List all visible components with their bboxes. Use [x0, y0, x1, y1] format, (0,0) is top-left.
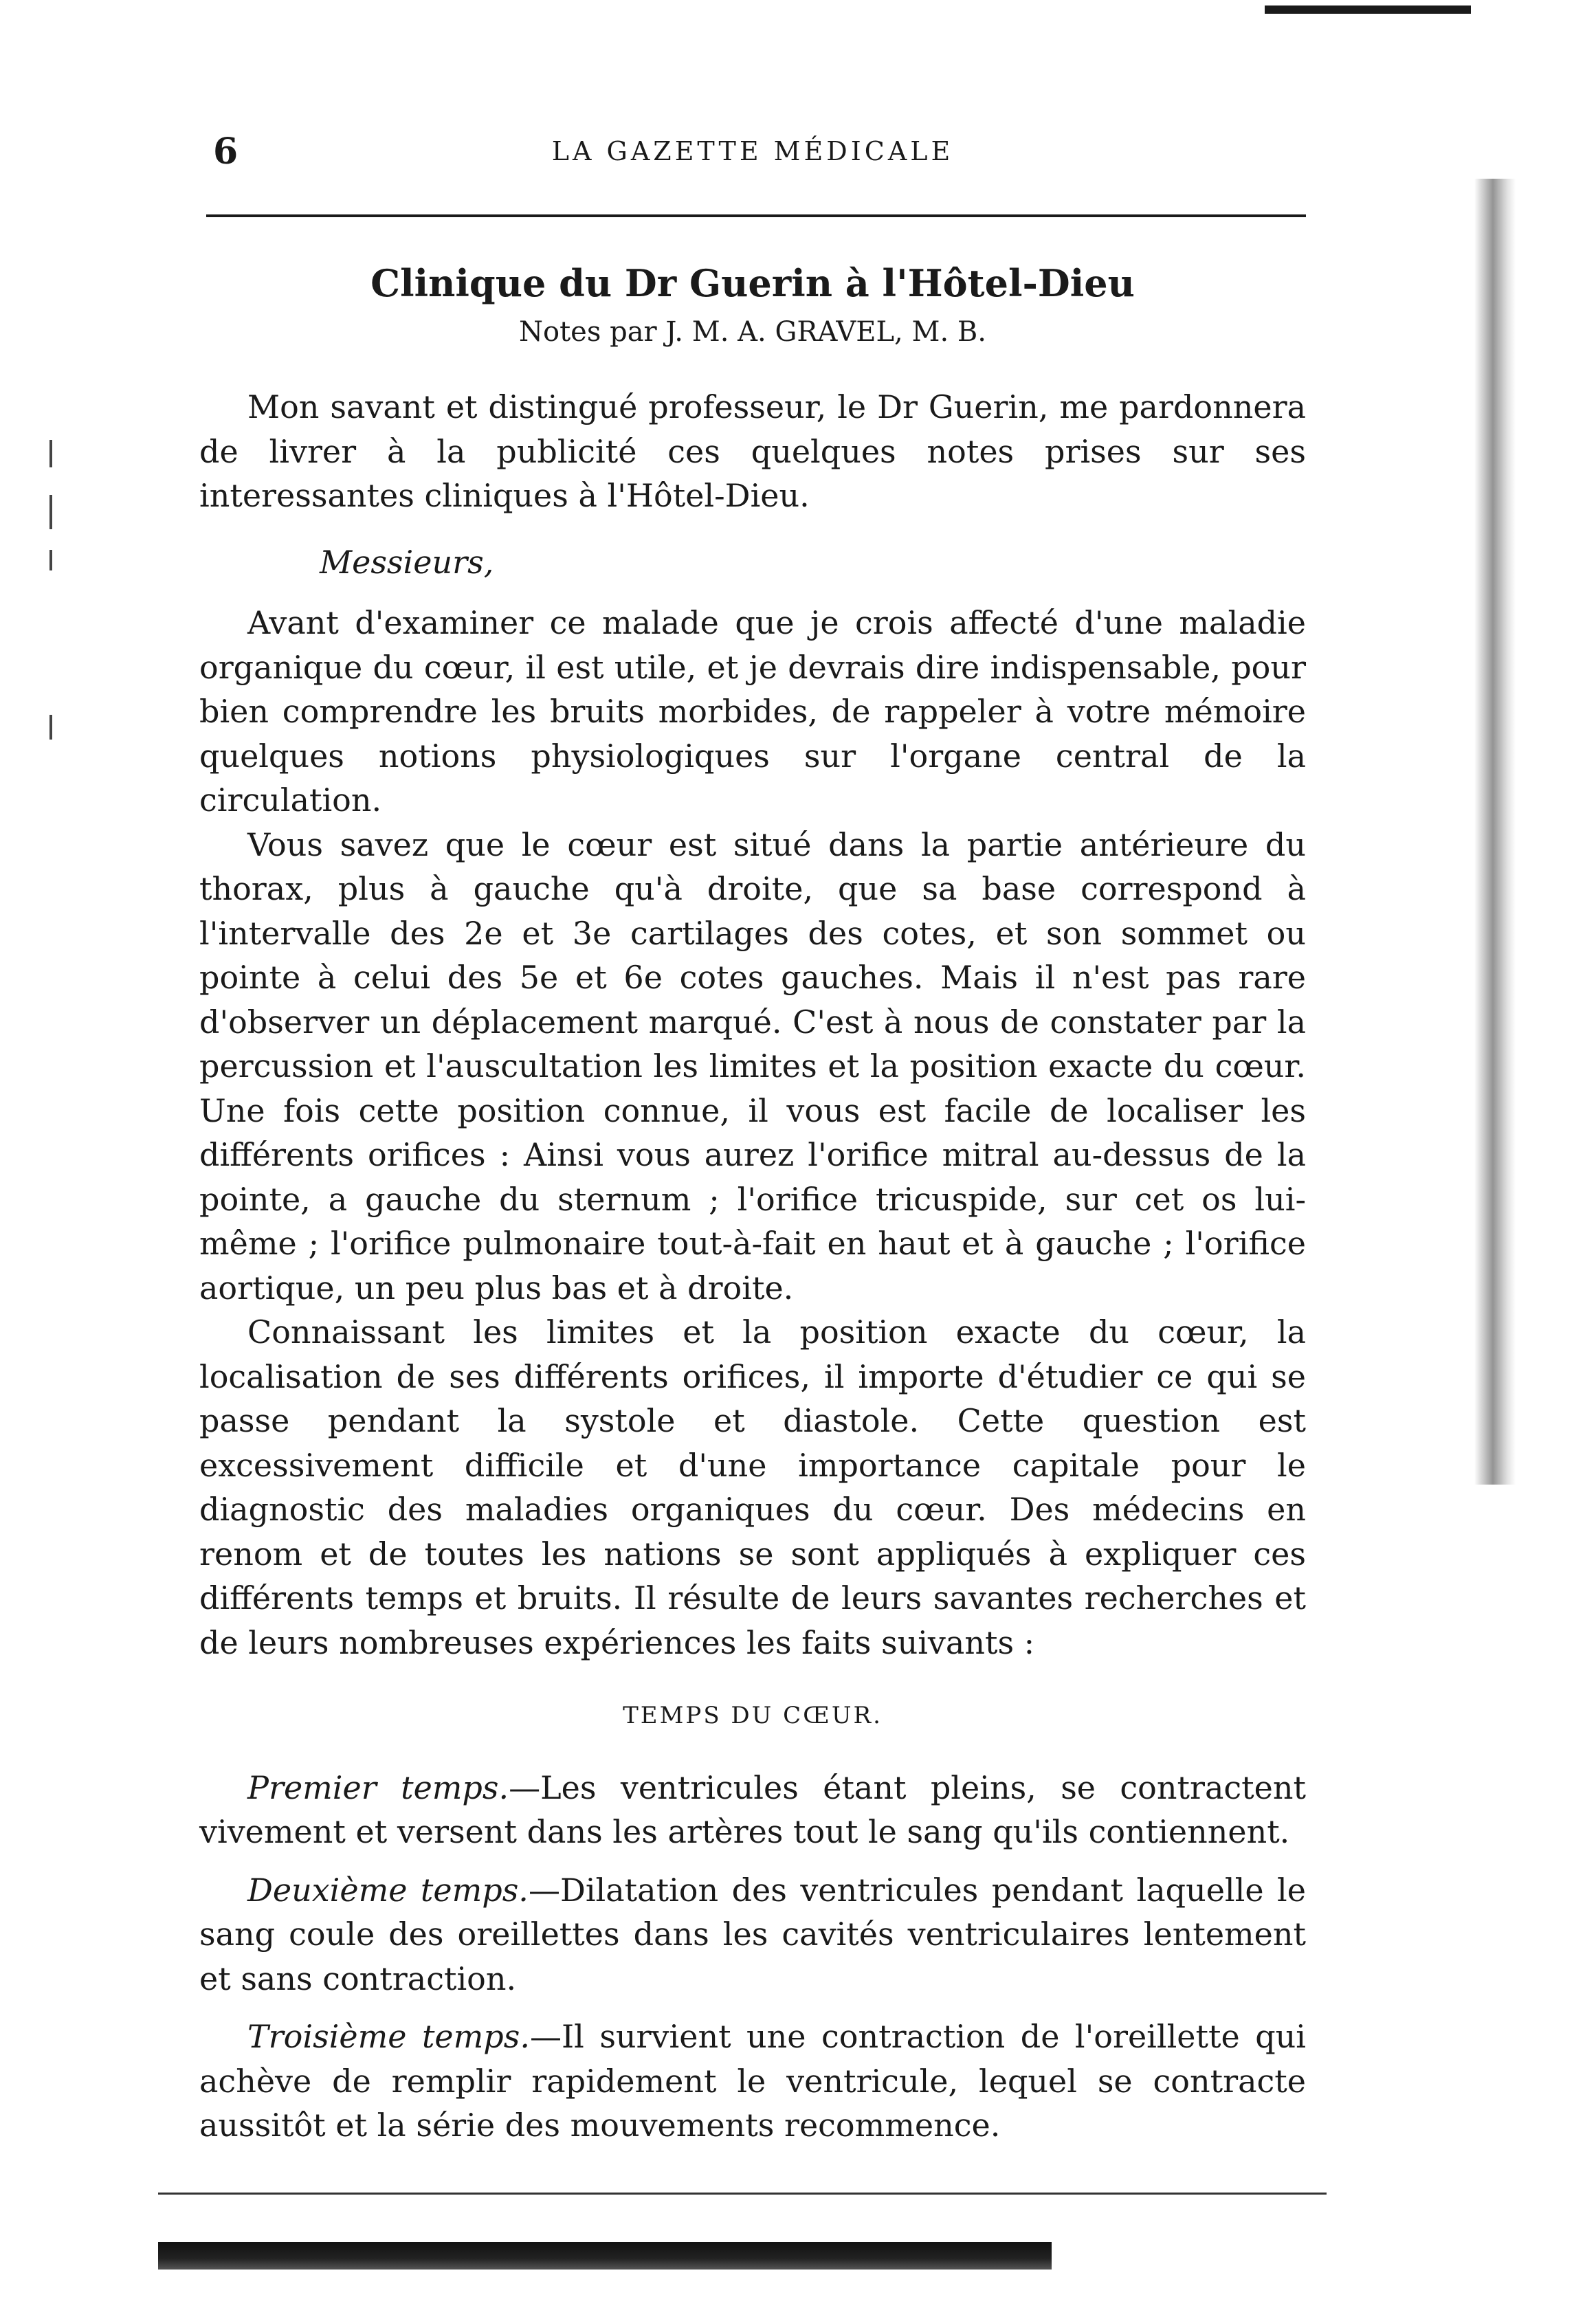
article-body — [199, 385, 1306, 2148]
page-number: 6 — [213, 131, 239, 173]
temps-label: Premier temps. — [247, 1768, 509, 1806]
journal-name: LA GAZETTE MÉDICALE — [551, 136, 954, 166]
article-byline: Notes par J. M. A. GRAVEL, M. B. — [519, 316, 986, 348]
margin-mark — [49, 495, 52, 529]
temps-paragraph — [199, 2015, 1306, 2148]
body-paragraph: Vous savez que le cœur est situé dans la partie antérieure du thorax, plus à gauche qu'à droite, que sa base correspond à l'intervalle des 2e et 3e cartilages des cotes, et son sommet ou pointe à celui des 5e et 6e cotes gauches. Mais il n'est pas rare d'observer un déplacement marqué. C'est à nous de constater par la percussion et l'auscultation les limites et la position exacte du cœur. Une fois cette position connue, il vous est facile de localiser les différents orifices : Ainsi vous aurez l'orifice mitral au-dessus de la pointe, a gauche du sternum ; l'orifice tricuspide, sur cet os lui-même ; l'orifice pulmonaire tout-à-fait en haut et à gauche ; l'orifice aortique, un peu plus bas et à droite. — [199, 825, 1306, 1307]
intro-paragraph: Mon savant et distingué professeur, le Dr Guerin, me pardonnera de livrer à la publicité ces quelques notes prises sur ses interessantes cliniques à l'Hôtel-Dieu. — [199, 388, 1306, 514]
running-head — [199, 131, 1306, 179]
temps-text: —Dilatation des ventricules pendant laquelle le sang coule des oreillettes dans les cavités ventriculaires lentement et sans contraction. — [199, 1871, 1306, 1997]
scan-binding-shadow — [1474, 179, 1516, 1485]
margin-mark — [49, 715, 52, 740]
header-rule — [206, 214, 1306, 217]
salutation: Messieurs, — [320, 543, 494, 581]
temps-paragraph — [199, 1766, 1306, 1854]
temps-text: —Les ventricules étant pleins, se contractent vivement et versent dans les artères tout le sang qu'ils contiennent. — [199, 1768, 1306, 1850]
temps-paragraph — [199, 1868, 1306, 2001]
scan-edge-mark — [1265, 5, 1471, 14]
temps-label: Troisième temps. — [247, 2018, 530, 2055]
temps-label: Deuxième temps. — [247, 1871, 529, 1909]
section-heading: TEMPS DU CŒUR. — [623, 1702, 883, 1729]
footer-rule — [158, 2193, 1327, 2195]
temps-text: —Il survient une contraction de l'oreillette qui achève de remplir rapidement le ventricule, lequel se contracte aussitôt et la série des mouvements recommence. — [199, 2018, 1306, 2144]
body-paragraph: Avant d'examiner ce malade que je crois affecté d'une maladie organique du cœur, il est utile, et je devrais dire indispensable, pour bien comprendre les bruits morbides, de rappeler à votre mémoire quelques notions physiologiques sur l'organe central de la circulation. — [199, 604, 1306, 819]
body-paragraph: Connaissant les limites et la position exacte du cœur, la localisation de ses différents orifices, il importe d'étudier ce qui se passe pendant la systole et diastole. Cette question est excessivement difficile et d'une importance capitale pour le diagnostic des maladies organiques du cœur. Des médecins en renom et de toutes les nations se sont appliqués à expliquer ces différents temps et bruits. Il résulte de leurs savantes recherches et de leurs nombreuses expériences les faits suivants : — [199, 1313, 1306, 1661]
scan-bottom-edge — [158, 2242, 1052, 2270]
article-title: Clinique du Dr Guerin à l'Hôtel-Dieu — [370, 261, 1135, 305]
margin-mark — [49, 440, 52, 467]
margin-mark — [49, 550, 52, 570]
